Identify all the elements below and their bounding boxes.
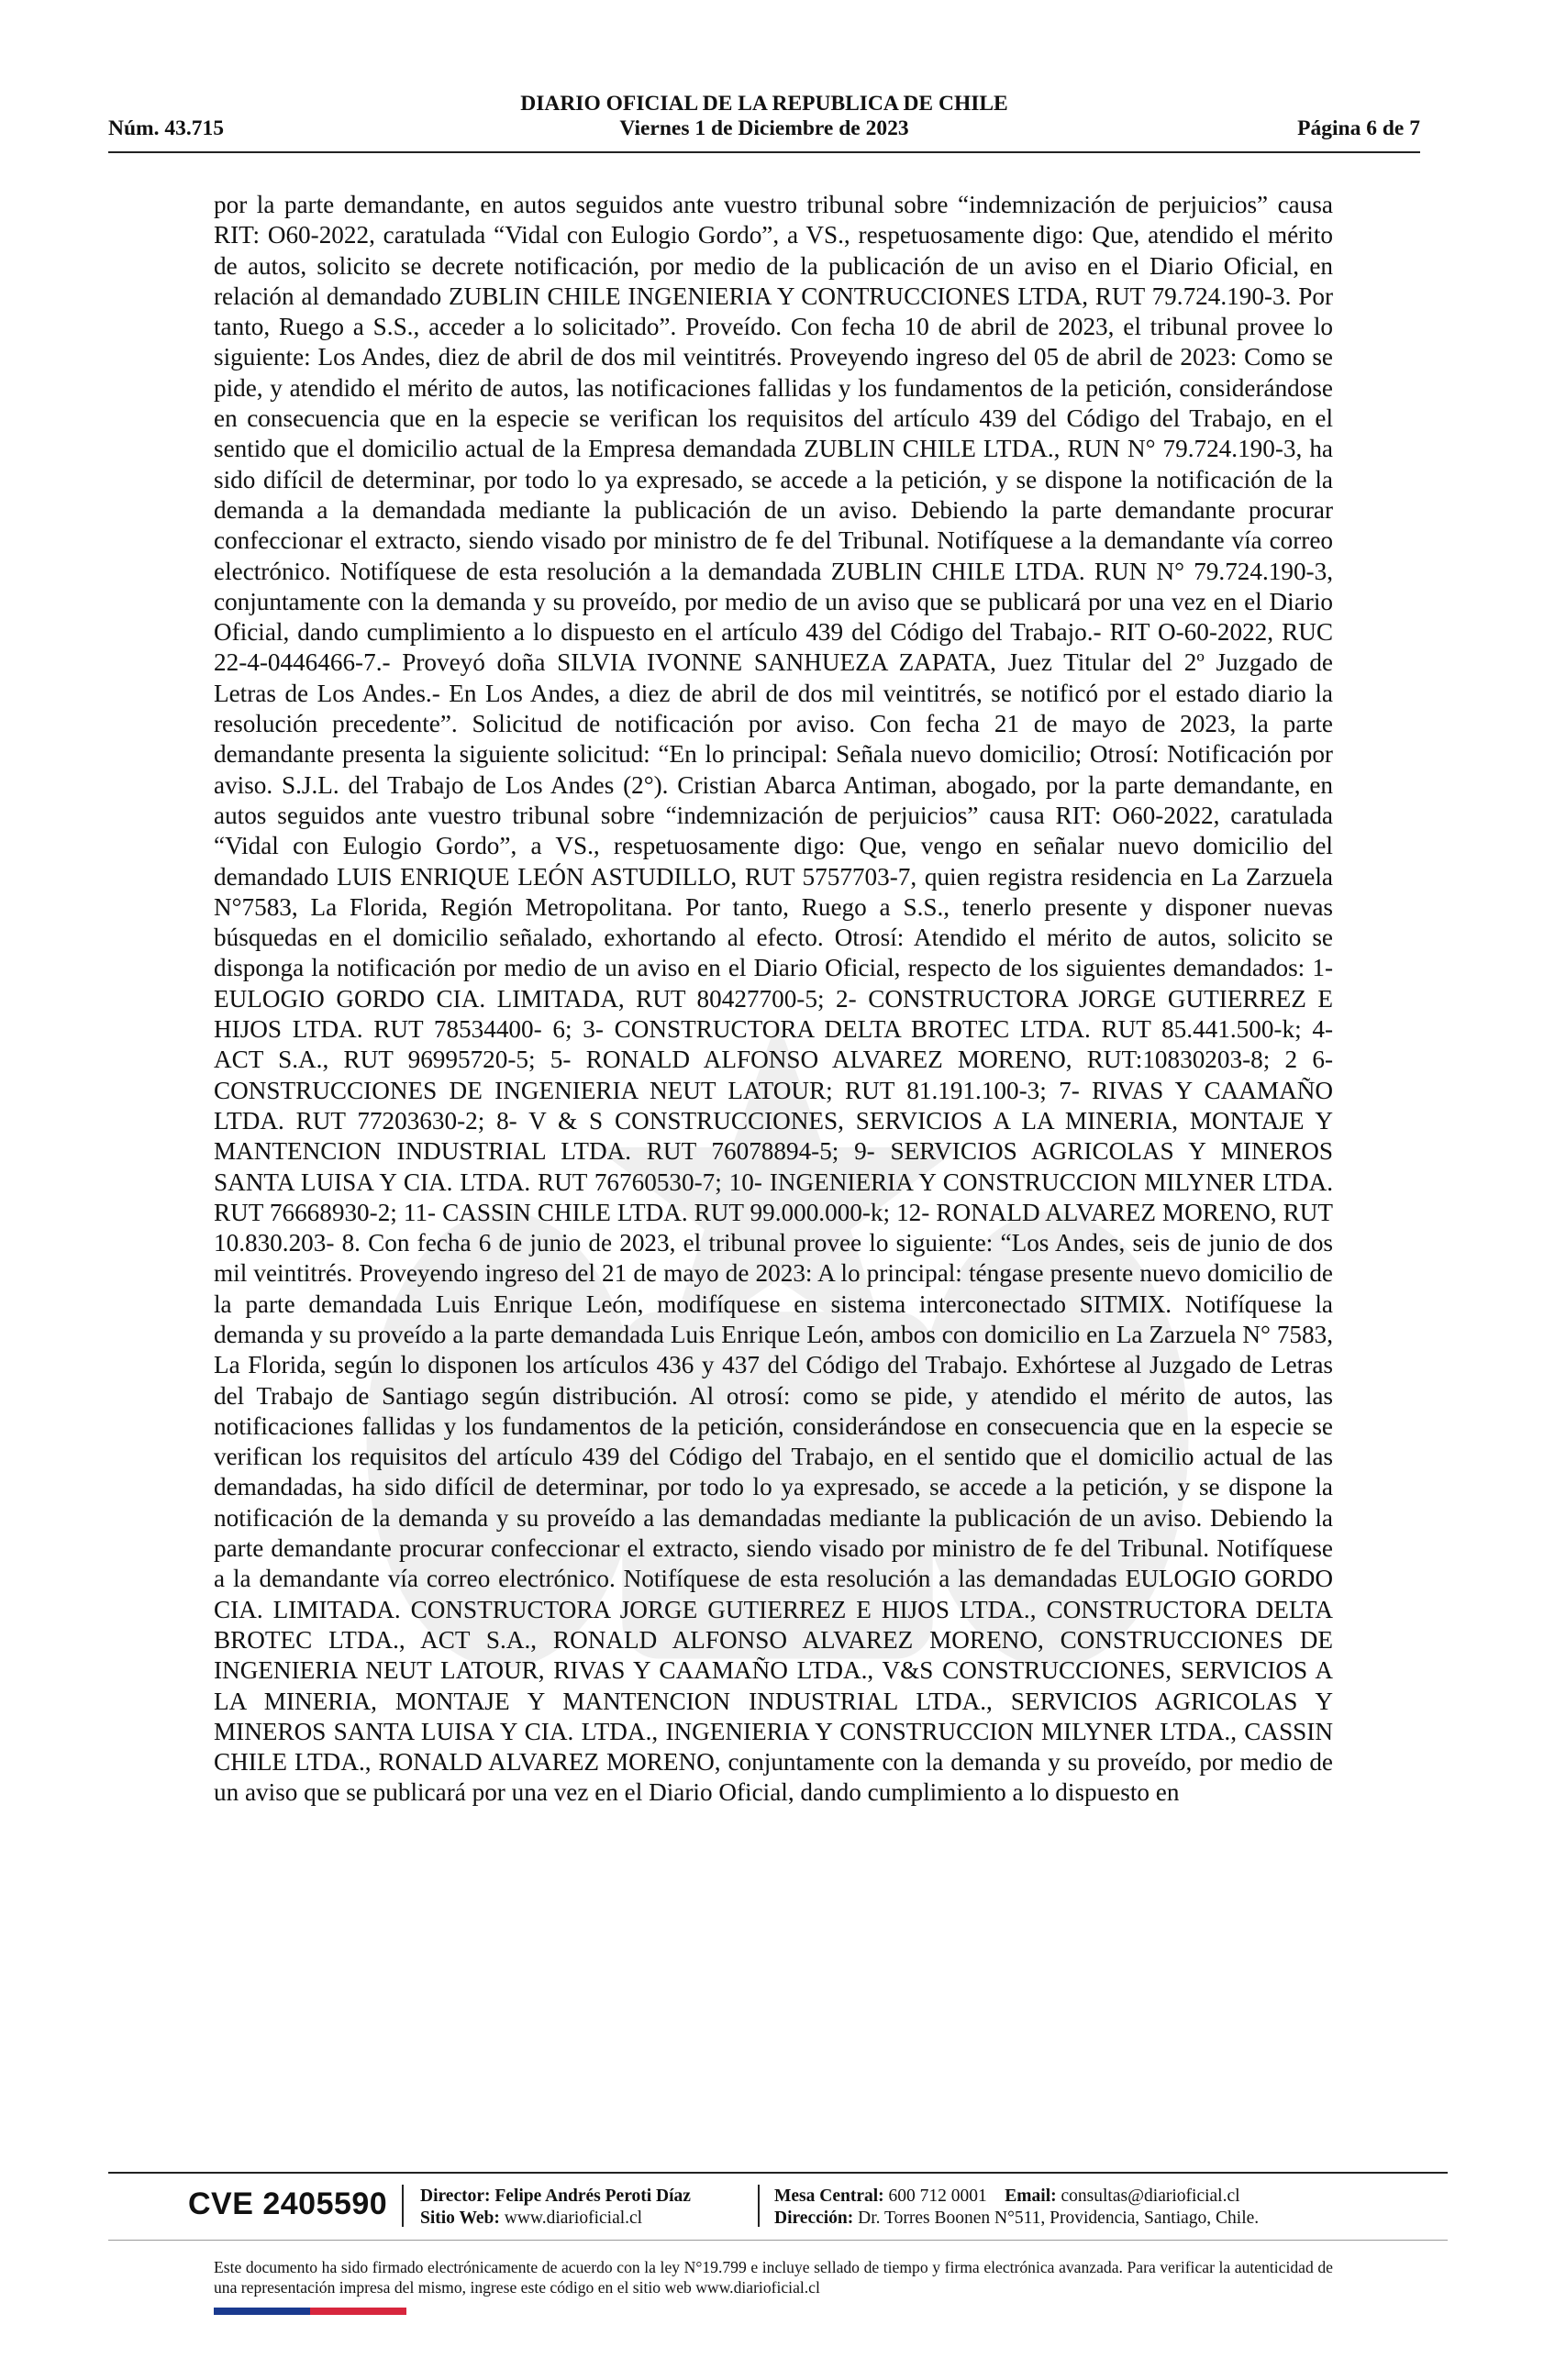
newspaper-title: DIARIO OFICIAL DE LA REPUBLICA DE CHILE xyxy=(520,92,1008,116)
footer-divider-top xyxy=(108,2172,1448,2174)
email-link[interactable]: consultas@diarioficial.cl xyxy=(1061,2186,1240,2206)
page-number: Página 6 de 7 xyxy=(1297,116,1420,140)
flag-blue-stripe xyxy=(214,2308,310,2315)
decree-body-text: por la parte demandante, en autos seguidos ante vuestro tribunal sobre “indemnización de perjuicios” causa RIT: O60-2022, caratulada “Vidal con Eulogio Gordo”, a VS., respetuosamente digo: Que, atendido el mérito de autos, solicito se decrete notificación, por medio de la publicación de un aviso en el Diario Oficial, en relación al demandado ZUBLIN CHILE INGENIERIA Y CONTRUCCIONES LTDA, RUT 79.724.190-3. Por tanto, Ruego a S.S., acceder a lo solicitado”. Proveído. Con fecha 10 de abril de 2023, el tribunal provee lo siguiente: Los Andes, diez de abril de dos mil veintitrés. Proveyendo ingreso del 05 de abril de 2023: Como se pide, y atendido el mérito de autos, las notificaciones fallidas y los fundamentos de la petición, considerándose en consecuencia que en la especie se verifican los requisitos del artículo 439 del Código del Trabajo, en el sentido que el domicilio actual de la Empresa demandada ZUBLIN CHILE LTDA., RUN N° 79.724.190-3, ha sido difícil de determinar, por todo lo ya expresado, se accede a la petición, y se dispone la notificación de la demanda a la demandada mediante la publicación de un aviso. Debiendo la parte demandante procurar confeccionar el extracto, siendo visado por ministro de fe del Tribunal. Notifíquese a la demandante vía correo electrónico. Notifíquese de esta resolución a la demandada ZUBLIN CHILE LTDA. RUN N° 79.724.190-3, conjuntamente con la demanda y su proveído, por medio de un aviso que se publicará por una vez en el Diario Oficial, dando cumplimiento a lo dispuesto en el artículo 439 del Código del Trabajo.- RIT O-60-2022, RUC 22-4-0446466-7.- Proveyó doña SILVIA IVONNE SANHUEZA ZAPATA, Juez Titular del 2º Juzgado de Letras de Los Andes.- En Los Andes, a diez de abril de dos mil veintitrés, se notificó por el estado diario la resolución precedente”. Solicitud de notificación por aviso. Con fecha 21 de mayo de 2023, la parte demandante presenta la siguiente solicitud: “En lo principal: Señala nuevo domicilio; Otrosí: Notificación por aviso. S.J.L. del Trabajo de Los Andes (2°). Cristian Abarca Antiman, abogado, por la parte demandante, en autos seguidos ante vuestro tribunal sobre “indemnización de perjuicios” causa RIT: O60-2022, caratulada “Vidal con Eulogio Gordo”, a VS., respetuosamente digo: Que, vengo en señalar nuevo domicilio del demandado LUIS ENRIQUE LEÓN ASTUDILLO, RUT 5757703-7, quien registra residencia en La Zarzuela N°7583, La Florida, Región Metropolitana. Por tanto, Ruego a S.S., tenerlo presente y disponer nuevas búsquedas en el domicilio señalado, exhortando al efecto. Otrosí: Atendido el mérito de autos, solicito se disponga la notificación por medio de un aviso en el Diario Oficial, respecto de los siguientes demandados: 1- EULOGIO GORDO CIA. LIMITADA, RUT 80427700-5; 2- CONSTRUCTORA JORGE GUTIERREZ E HIJOS LTDA. RUT 78534400- 6; 3- CONSTRUCTORA DELTA BROTEC LTDA. RUT 85.441.500-k; 4- ACT S.A., RUT 96995720-5; 5- RONALD ALFONSO ALVAREZ MORENO, RUT:10830203-8; 2 6- CONSTRUCCIONES DE INGENIERIA NEUT LATOUR; RUT 81.191.100-3; 7- RIVAS Y CAAMAÑO LTDA. RUT 77203630-2; 8- V & S CONSTRUCCIONES, SERVICIOS A LA MINERIA, MONTAJE Y MANTENCION INDUSTRIAL LTDA. RUT 76078894-5; 9- SERVICIOS AGRICOLAS Y MINEROS SANTA LUISA Y CIA. LTDA. RUT 76760530-7; 10- INGENIERIA Y CONSTRUCCION MILYNER LTDA. RUT 76668930-2; 11- CASSIN CHILE LTDA. RUT 99.000.000-k; 12- RONALD ALVAREZ MORENO, RUT 10.830.203- 8. Con fecha 6 de junio de 2023, el tribunal provee lo siguiente: “Los Andes, seis de junio de dos mil veintitrés. Proveyendo ingreso del 21 de mayo de 2023: A lo principal: téngase presente nuevo domicilio de la parte demandada Luis Enrique León, modifíquese en sistema interconectado SITMIX. Notifíquese la demanda y su proveído a la parte demandada Luis Enrique León, ambos con domicilio en La Zarzuela N° 7583, La Florida, según lo disponen los artículos 436 y 437 del Código del Trabajo. Exhórtese al Juzgado de Letras del Trabajo de Santiago según distribución. Al otrosí: como se pide, y atendido el mérito de autos, las notificaciones fallidas y los fundamentos de la petición, considerándose en consecuencia que en la especie se verifican los requisitos del artículo 439 del Código del Trabajo, en el sentido que el domicilio actual de las demandadas, ha sido difícil de determinar, por todo lo ya expresado, se accede a la petición, y se dispone la notificación de la demanda y su proveído a las demandadas mediante la publicación de un aviso. Debiendo la parte demandante procurar confeccionar el extracto, siendo visado por ministro de fe del Tribunal. Notifíquese a la demandante vía correo electrónico. Notifíquese de esta resolución a las demandadas EULOGIO GORDO CIA. LIMITADA. CONSTRUCTORA JORGE GUTIERREZ E HIJOS LTDA., CONSTRUCTORA DELTA BROTEC LTDA., ACT S.A., RONALD ALFONSO ALVAREZ MORENO, CONSTRUCCIONES DE INGENIERIA NEUT LATOUR, RIVAS Y CAAMAÑO LTDA., V&S CONSTRUCCIONES, SERVICIOS A LA MINERIA, MONTAJE Y MANTENCION INDUSTRIAL LTDA., SERVICIOS AGRICOLAS Y MINEROS SANTA LUISA Y CIA. LTDA., INGENIERIA Y CONSTRUCCION MILYNER LTDA., CASSIN CHILE LTDA., RONALD ALVAREZ MORENO, conjuntamente con la demanda y su proveído, por medio de un aviso que se publicará por una vez en el Diario Oficial, dando cumplimiento a lo dispuesto en xyxy=(214,191,1333,1807)
issue-date: Viernes 1 de Diciembre de 2023 xyxy=(619,116,909,140)
site-link[interactable]: www.diarioficial.cl xyxy=(504,2208,643,2228)
header-divider xyxy=(108,151,1420,153)
site-label: Sitio Web: xyxy=(420,2208,500,2228)
director-name: Felipe Andrés Peroti Díaz xyxy=(494,2186,691,2206)
mesa-label: Mesa Central: xyxy=(774,2186,884,2206)
director-block xyxy=(420,2186,691,2230)
legal-notice: Este documento ha sido firmado electrónicamente de acuerdo con la ley N°19.799 e incluye sellado de tiempo y firma electrónica avanzada. Para verificar la autenticidad de una representación impresa del mismo, ingrese este código en el sitio web www.diarioficial.cl xyxy=(214,2258,1333,2297)
contact-block xyxy=(774,2186,1259,2230)
flag-stripe xyxy=(214,2308,406,2315)
flag-red-stripe xyxy=(310,2308,406,2315)
footer-divider-bottom xyxy=(108,2240,1448,2241)
page-header xyxy=(108,92,1420,149)
director-label: Director: xyxy=(420,2186,491,2206)
issue-number: Núm. 43.715 xyxy=(108,116,224,140)
mesa-phone: 600 712 0001 xyxy=(888,2186,987,2206)
address-label: Dirección: xyxy=(774,2208,854,2228)
cve-code: CVE 2405590 xyxy=(188,2186,388,2221)
cve-separator xyxy=(402,2185,404,2227)
header-center xyxy=(108,92,1420,141)
contact-separator xyxy=(758,2185,760,2227)
email-label: Email: xyxy=(1005,2186,1057,2206)
address-value: Dr. Torres Boonen N°511, Providencia, Santiago, Chile. xyxy=(858,2208,1260,2228)
